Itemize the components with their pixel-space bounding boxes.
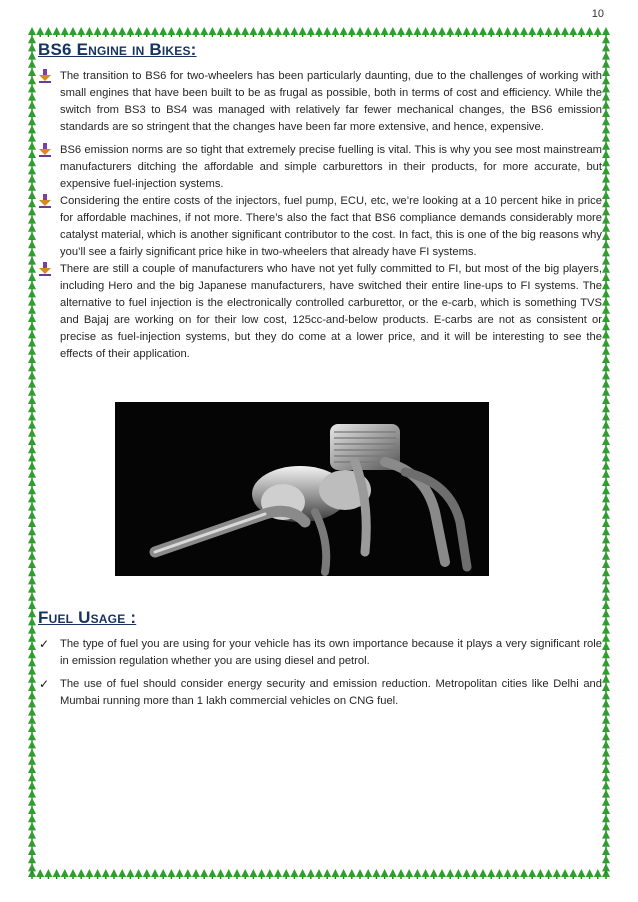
border-tree bbox=[192, 869, 200, 879]
list-item bbox=[38, 193, 602, 261]
border-tree bbox=[159, 869, 167, 879]
border-tree bbox=[315, 869, 323, 879]
border-tree bbox=[430, 27, 438, 37]
border-tree bbox=[208, 27, 216, 37]
border-tree bbox=[282, 869, 290, 879]
border-tree bbox=[274, 869, 282, 879]
border-tree bbox=[495, 27, 503, 37]
check-icon: ✓ bbox=[39, 677, 50, 691]
section-bs6-engine bbox=[38, 38, 602, 363]
border-tree bbox=[356, 27, 364, 37]
border-tree bbox=[94, 869, 102, 879]
border-tree bbox=[569, 869, 577, 879]
border-tree bbox=[520, 869, 528, 879]
check-icon: ✓ bbox=[39, 637, 50, 651]
border-tree bbox=[118, 27, 126, 37]
border-tree bbox=[266, 27, 274, 37]
bullet-text: The type of fuel you are using for your vehicle has its own importance because it plays a very significant role in emission regulation whether you are using diesel and petrol. bbox=[60, 638, 602, 667]
border-tree bbox=[479, 869, 487, 879]
border-tree bbox=[512, 869, 520, 879]
border-tree bbox=[102, 869, 110, 879]
border-tree bbox=[422, 869, 430, 879]
border-tree bbox=[577, 869, 585, 879]
list-item bbox=[38, 68, 602, 136]
border-tree bbox=[463, 27, 471, 37]
border-tree bbox=[266, 869, 274, 879]
border-tree bbox=[438, 869, 446, 879]
bullet-list-bs6 bbox=[38, 68, 602, 193]
border-tree bbox=[454, 27, 462, 37]
border-tree bbox=[594, 27, 602, 37]
border-tree bbox=[36, 869, 44, 879]
border-tree bbox=[184, 27, 192, 37]
border-tree bbox=[561, 869, 569, 879]
border-tree bbox=[241, 27, 249, 37]
border-tree bbox=[577, 27, 585, 37]
border-tree bbox=[397, 869, 405, 879]
list-item bbox=[38, 142, 602, 193]
bullet-list-bs6-continued bbox=[38, 193, 602, 363]
border-tree bbox=[372, 27, 380, 37]
border-tree bbox=[397, 27, 405, 37]
border-tree bbox=[446, 27, 454, 37]
border-tree bbox=[118, 869, 126, 879]
border-tree bbox=[151, 27, 159, 37]
border-tree bbox=[61, 27, 69, 37]
border-tree bbox=[307, 27, 315, 37]
section-heading-bs6 bbox=[38, 40, 602, 60]
border-tree bbox=[290, 27, 298, 37]
border-tree bbox=[143, 869, 151, 879]
border-tree bbox=[340, 27, 348, 37]
border-tree bbox=[217, 869, 225, 879]
border-tree bbox=[586, 869, 594, 879]
border-tree bbox=[545, 27, 553, 37]
border-tree bbox=[471, 869, 479, 879]
bullet-text: The transition to BS6 for two-wheelers has been particularly daunting, due to the challenges of working with small engines that have been built to be as frugal as possible, both in terms of cost and efficiency. While the switch from BS3 to BS4 was managed with relatively far fewer mechanical changes, the BS6 emission standards are so stringent that the changes have been far more extensive, and hence, expensive. bbox=[60, 70, 602, 133]
list-item bbox=[38, 636, 602, 670]
border-tree bbox=[126, 27, 134, 37]
border-tree bbox=[471, 27, 479, 37]
border-tree bbox=[569, 27, 577, 37]
border-tree bbox=[479, 27, 487, 37]
heading-colon: : bbox=[125, 608, 137, 627]
border-tree bbox=[331, 869, 339, 879]
border-tree bbox=[200, 869, 208, 879]
border-tree bbox=[422, 27, 430, 37]
border-tree bbox=[192, 27, 200, 37]
border-tree bbox=[249, 869, 257, 879]
border-tree bbox=[85, 869, 93, 879]
border-tree bbox=[102, 27, 110, 37]
down-arrow-icon bbox=[38, 143, 52, 157]
border-tree bbox=[159, 27, 167, 37]
bullet-text: The use of fuel should consider energy security and emission reduction. Metropolitan cities like Delhi and Mumbai running more than 1 lakh commercial vehicles on CNG fuel. bbox=[60, 678, 602, 707]
bullet-text: Considering the entire costs of the injectors, fuel pump, ECU, etc, we’re looking at a 10 percent hike in price for affordable machines, if not more. There’s also the fact that BS6 compliance demands considerably more catalyst material, which is another significant contributor to the cost. In fact, this is one of the big reasons why you’ll see a fairly significant price hike in two-wheelers that already have FI systems. bbox=[60, 195, 602, 258]
bullet-text: There are still a couple of manufacturers who have not yet fully committed to FI, but most of the big players, including Hero and the big Japanese manufacturers, have switched their entire line-ups to FI systems. The alternative to fuel injection is the electronically controlled carburettor, or the e-carb, which is something TVS and Bajaj are working on for their low cost, 125cc-and-below products. E-carbs are not as consistent or precise as fuel-injection systems, but they do come at a lower price, and it will be interesting to see the effects of their application. bbox=[60, 263, 602, 360]
border-tree bbox=[561, 27, 569, 37]
border-tree bbox=[413, 27, 421, 37]
border-tree bbox=[504, 869, 512, 879]
border-tree bbox=[151, 869, 159, 879]
border-tree bbox=[405, 27, 413, 37]
border-tree bbox=[258, 869, 266, 879]
border-tree bbox=[167, 869, 175, 879]
border-tree bbox=[323, 27, 331, 37]
border-tree bbox=[487, 869, 495, 879]
border-tree bbox=[94, 27, 102, 37]
border-tree bbox=[290, 869, 298, 879]
section-heading-fuel bbox=[38, 608, 602, 628]
page-number: 10 bbox=[591, 8, 604, 20]
border-tree bbox=[282, 27, 290, 37]
border-tree bbox=[430, 869, 438, 879]
list-item bbox=[38, 676, 602, 710]
border-tree bbox=[69, 869, 77, 879]
border-tree bbox=[208, 869, 216, 879]
heading-text: Fuel Usage bbox=[38, 608, 126, 627]
bullet-list-fuel bbox=[38, 636, 602, 710]
border-tree bbox=[110, 27, 118, 37]
border-tree bbox=[299, 27, 307, 37]
border-tree bbox=[323, 869, 331, 879]
border-tree bbox=[340, 869, 348, 879]
border-tree bbox=[28, 863, 36, 873]
border-tree bbox=[176, 27, 184, 37]
border-tree bbox=[586, 27, 594, 37]
border-tree bbox=[61, 869, 69, 879]
border-tree bbox=[77, 27, 85, 37]
border-tree bbox=[381, 27, 389, 37]
border-tree bbox=[315, 27, 323, 37]
border-tree bbox=[504, 27, 512, 37]
down-arrow-icon bbox=[38, 69, 52, 83]
border-tree bbox=[463, 869, 471, 879]
section-fuel-usage bbox=[38, 606, 602, 716]
border-tree bbox=[233, 869, 241, 879]
border-tree bbox=[454, 869, 462, 879]
border-tree bbox=[44, 869, 52, 879]
border-tree bbox=[545, 869, 553, 879]
heading-colon: : bbox=[190, 40, 197, 59]
border-tree bbox=[413, 869, 421, 879]
border-tree bbox=[512, 27, 520, 37]
border-tree bbox=[602, 863, 610, 873]
border-tree bbox=[307, 869, 315, 879]
border-tree bbox=[135, 27, 143, 37]
border-tree bbox=[553, 869, 561, 879]
border-tree bbox=[536, 869, 544, 879]
heading-text: BS6 Engine in Bikes bbox=[38, 40, 191, 59]
down-arrow-icon bbox=[38, 194, 52, 208]
border-tree bbox=[110, 869, 118, 879]
border-tree bbox=[553, 27, 561, 37]
border-tree bbox=[135, 869, 143, 879]
border-tree bbox=[536, 27, 544, 37]
border-tree bbox=[241, 869, 249, 879]
border-tree bbox=[126, 869, 134, 879]
border-tree bbox=[258, 27, 266, 37]
bullet-text: BS6 emission norms are so tight that extremely precise fuelling is vital. This is why you see most mainstream manufacturers ditching the affordable and simple carburettors in their products, for more accurate, but expensive fuel-injection systems. bbox=[60, 144, 602, 190]
border-tree bbox=[249, 27, 257, 37]
border-tree bbox=[167, 27, 175, 37]
border-tree bbox=[225, 27, 233, 37]
border-tree bbox=[594, 869, 602, 879]
border-tree bbox=[331, 27, 339, 37]
border-tree bbox=[389, 27, 397, 37]
border-tree bbox=[364, 27, 372, 37]
border-tree bbox=[389, 869, 397, 879]
border-tree bbox=[44, 27, 52, 37]
border-tree bbox=[520, 27, 528, 37]
border-tree bbox=[53, 869, 61, 879]
border-tree bbox=[495, 869, 503, 879]
border-tree bbox=[274, 27, 282, 37]
border-tree bbox=[528, 869, 536, 879]
border-tree bbox=[364, 869, 372, 879]
border-tree bbox=[438, 27, 446, 37]
border-tree bbox=[348, 869, 356, 879]
border-tree bbox=[372, 869, 380, 879]
border-tree bbox=[184, 869, 192, 879]
border-tree bbox=[356, 869, 364, 879]
border-tree bbox=[446, 869, 454, 879]
border-tree bbox=[143, 27, 151, 37]
border-tree bbox=[53, 27, 61, 37]
border-tree bbox=[405, 869, 413, 879]
border-tree bbox=[487, 27, 495, 37]
border-tree bbox=[217, 27, 225, 37]
border-tree bbox=[77, 869, 85, 879]
list-item bbox=[38, 261, 602, 363]
border-tree bbox=[233, 27, 241, 37]
border-tree bbox=[348, 27, 356, 37]
border-tree bbox=[69, 27, 77, 37]
border-tree bbox=[200, 27, 208, 37]
engine-photo bbox=[115, 402, 489, 576]
border-tree bbox=[528, 27, 536, 37]
border-tree bbox=[36, 27, 44, 37]
border-tree bbox=[299, 869, 307, 879]
border-tree bbox=[85, 27, 93, 37]
border-tree bbox=[381, 869, 389, 879]
down-arrow-icon bbox=[38, 262, 52, 276]
border-tree bbox=[225, 869, 233, 879]
border-tree bbox=[176, 869, 184, 879]
